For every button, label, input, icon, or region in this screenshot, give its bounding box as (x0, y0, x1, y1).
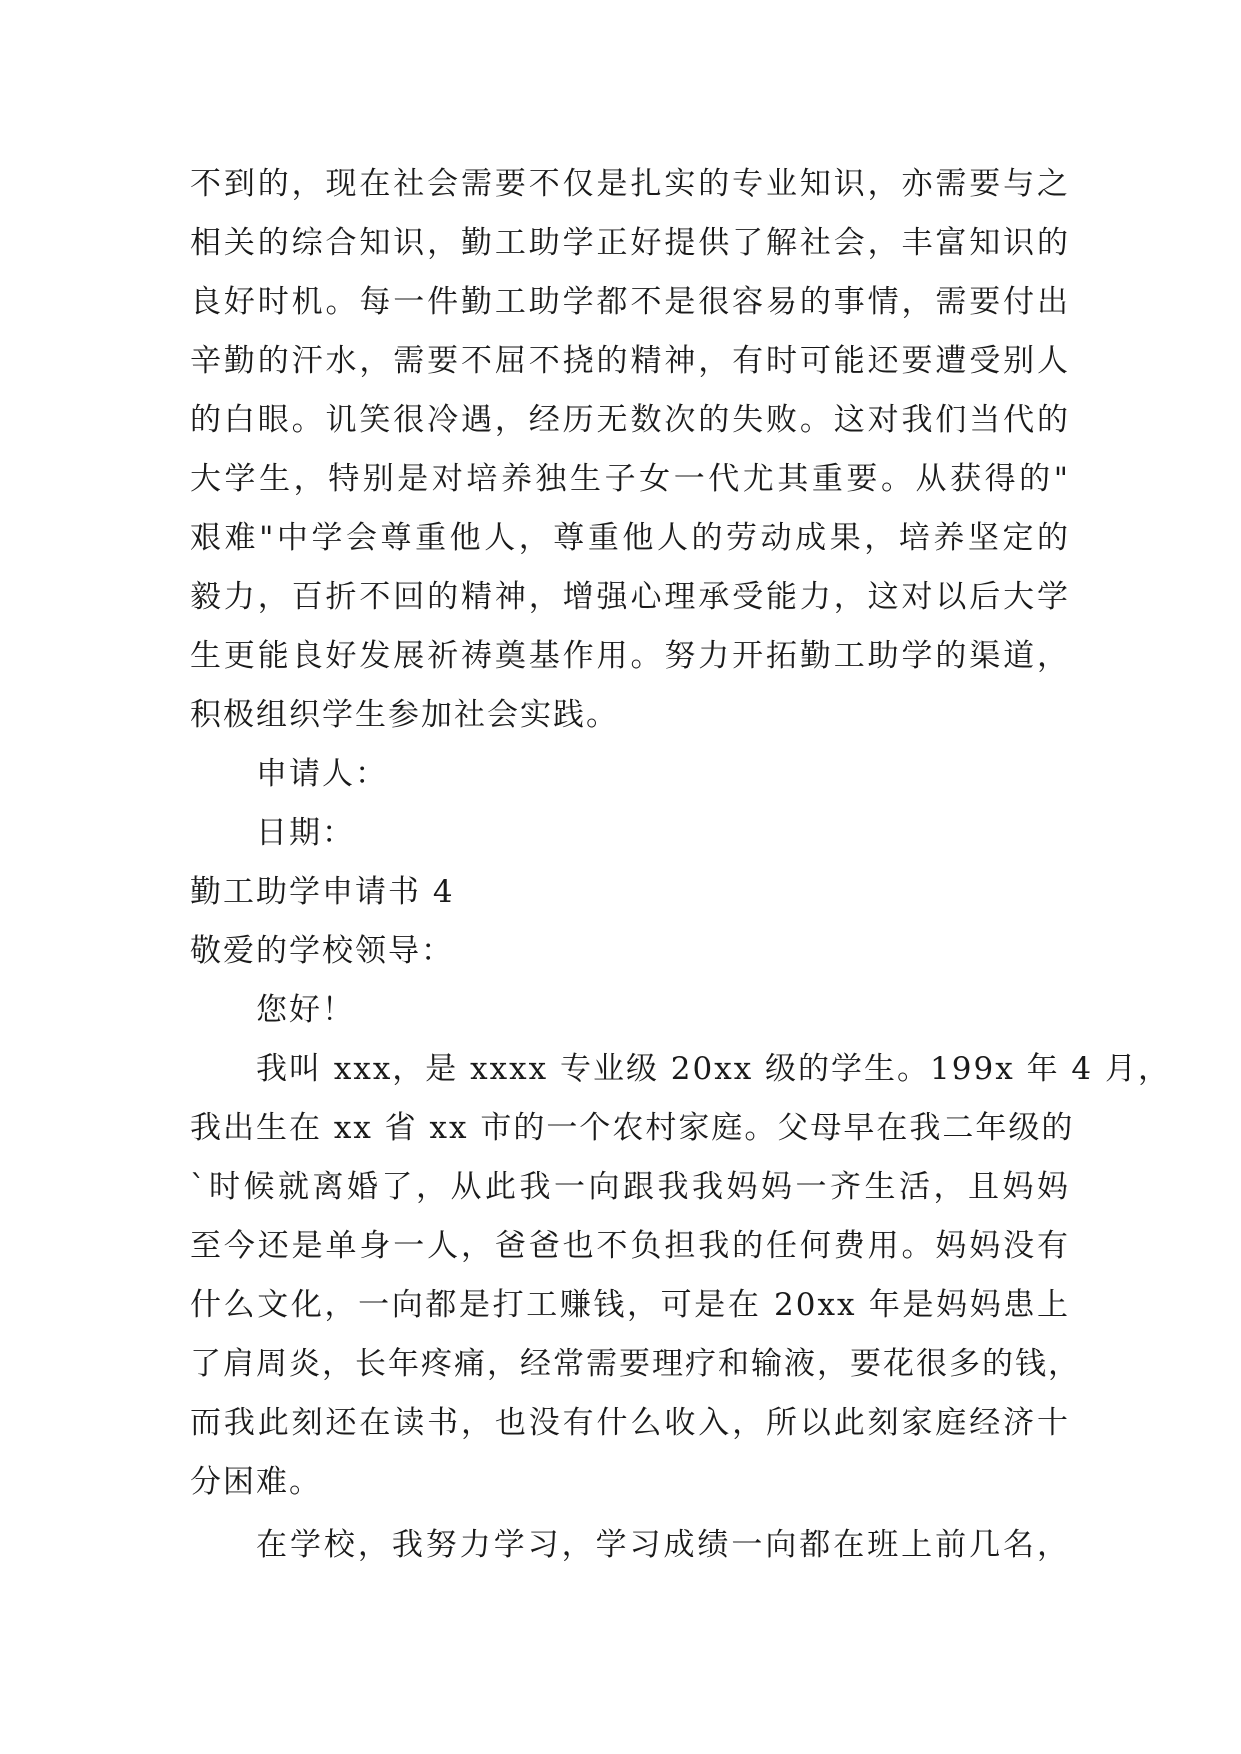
text-line: 申请人： (256, 756, 388, 792)
text-line: `时候就离婚了，从此我一向跟我我妈妈一齐生活，且妈妈 (190, 1169, 1070, 1205)
text-line: 在学校，我努力学习，学习成绩一向都在班上前几名， (256, 1527, 1070, 1563)
text-line: 良好时机。每一件勤工助学都不是很容易的事情，需要付出 (190, 284, 1070, 320)
text-line: 生更能良好发展祈祷奠基作用。努力开拓勤工助学的渠道， (190, 638, 1070, 674)
text-line: 日期： (256, 815, 355, 851)
text-line: 而我此刻还在读书，也没有什么收入，所以此刻家庭经济十 (190, 1405, 1070, 1441)
text-line: 什么文化，一向都是打工赚钱，可是在 20xx 年是妈妈患上 (190, 1287, 1070, 1323)
text-line: 我叫 xxx，是 xxxx 专业级 20xx 级的学生。199x 年 4 月， (256, 1051, 1171, 1087)
text-line: 大学生，特别是对培养独生子女一代尤其重要。从获得的" (190, 461, 1070, 497)
text-line: 辛勤的汗水，需要不屈不挠的精神，有时可能还要遭受别人 (190, 343, 1070, 379)
text-line: 了肩周炎，长年疼痛，经常需要理疗和输液，要花很多的钱， (190, 1346, 1081, 1382)
text-line: 的白眼。讥笑很冷遇，经历无数次的失败。这对我们当代的 (190, 402, 1070, 438)
text-line: 相关的综合知识，勤工助学正好提供了解社会，丰富知识的 (190, 225, 1070, 261)
text-line: 毅力，百折不回的精神，增强心理承受能力，这对以后大学 (190, 579, 1070, 615)
text-line: 不到的，现在社会需要不仅是扎实的专业知识，亦需要与之 (190, 166, 1070, 202)
text-line: 敬爱的学校领导： (190, 933, 454, 969)
text-line: 至今还是单身一人，爸爸也不负担我的任何费用。妈妈没有 (190, 1228, 1070, 1264)
text-line: 您好！ (256, 992, 355, 1028)
document-body (190, 155, 1171, 1575)
text-line: 分困难。 (190, 1464, 322, 1500)
text-line: 勤工助学申请书 4 (190, 874, 455, 910)
text-line: 积极组织学生参加社会实践。 (190, 697, 619, 733)
text-line: 我出生在 xx 省 xx 市的一个农村家庭。父母早在我二年级的 (190, 1110, 1075, 1146)
text-line: 艰难"中学会尊重他人，尊重他人的劳动成果，培养坚定的 (190, 520, 1070, 556)
